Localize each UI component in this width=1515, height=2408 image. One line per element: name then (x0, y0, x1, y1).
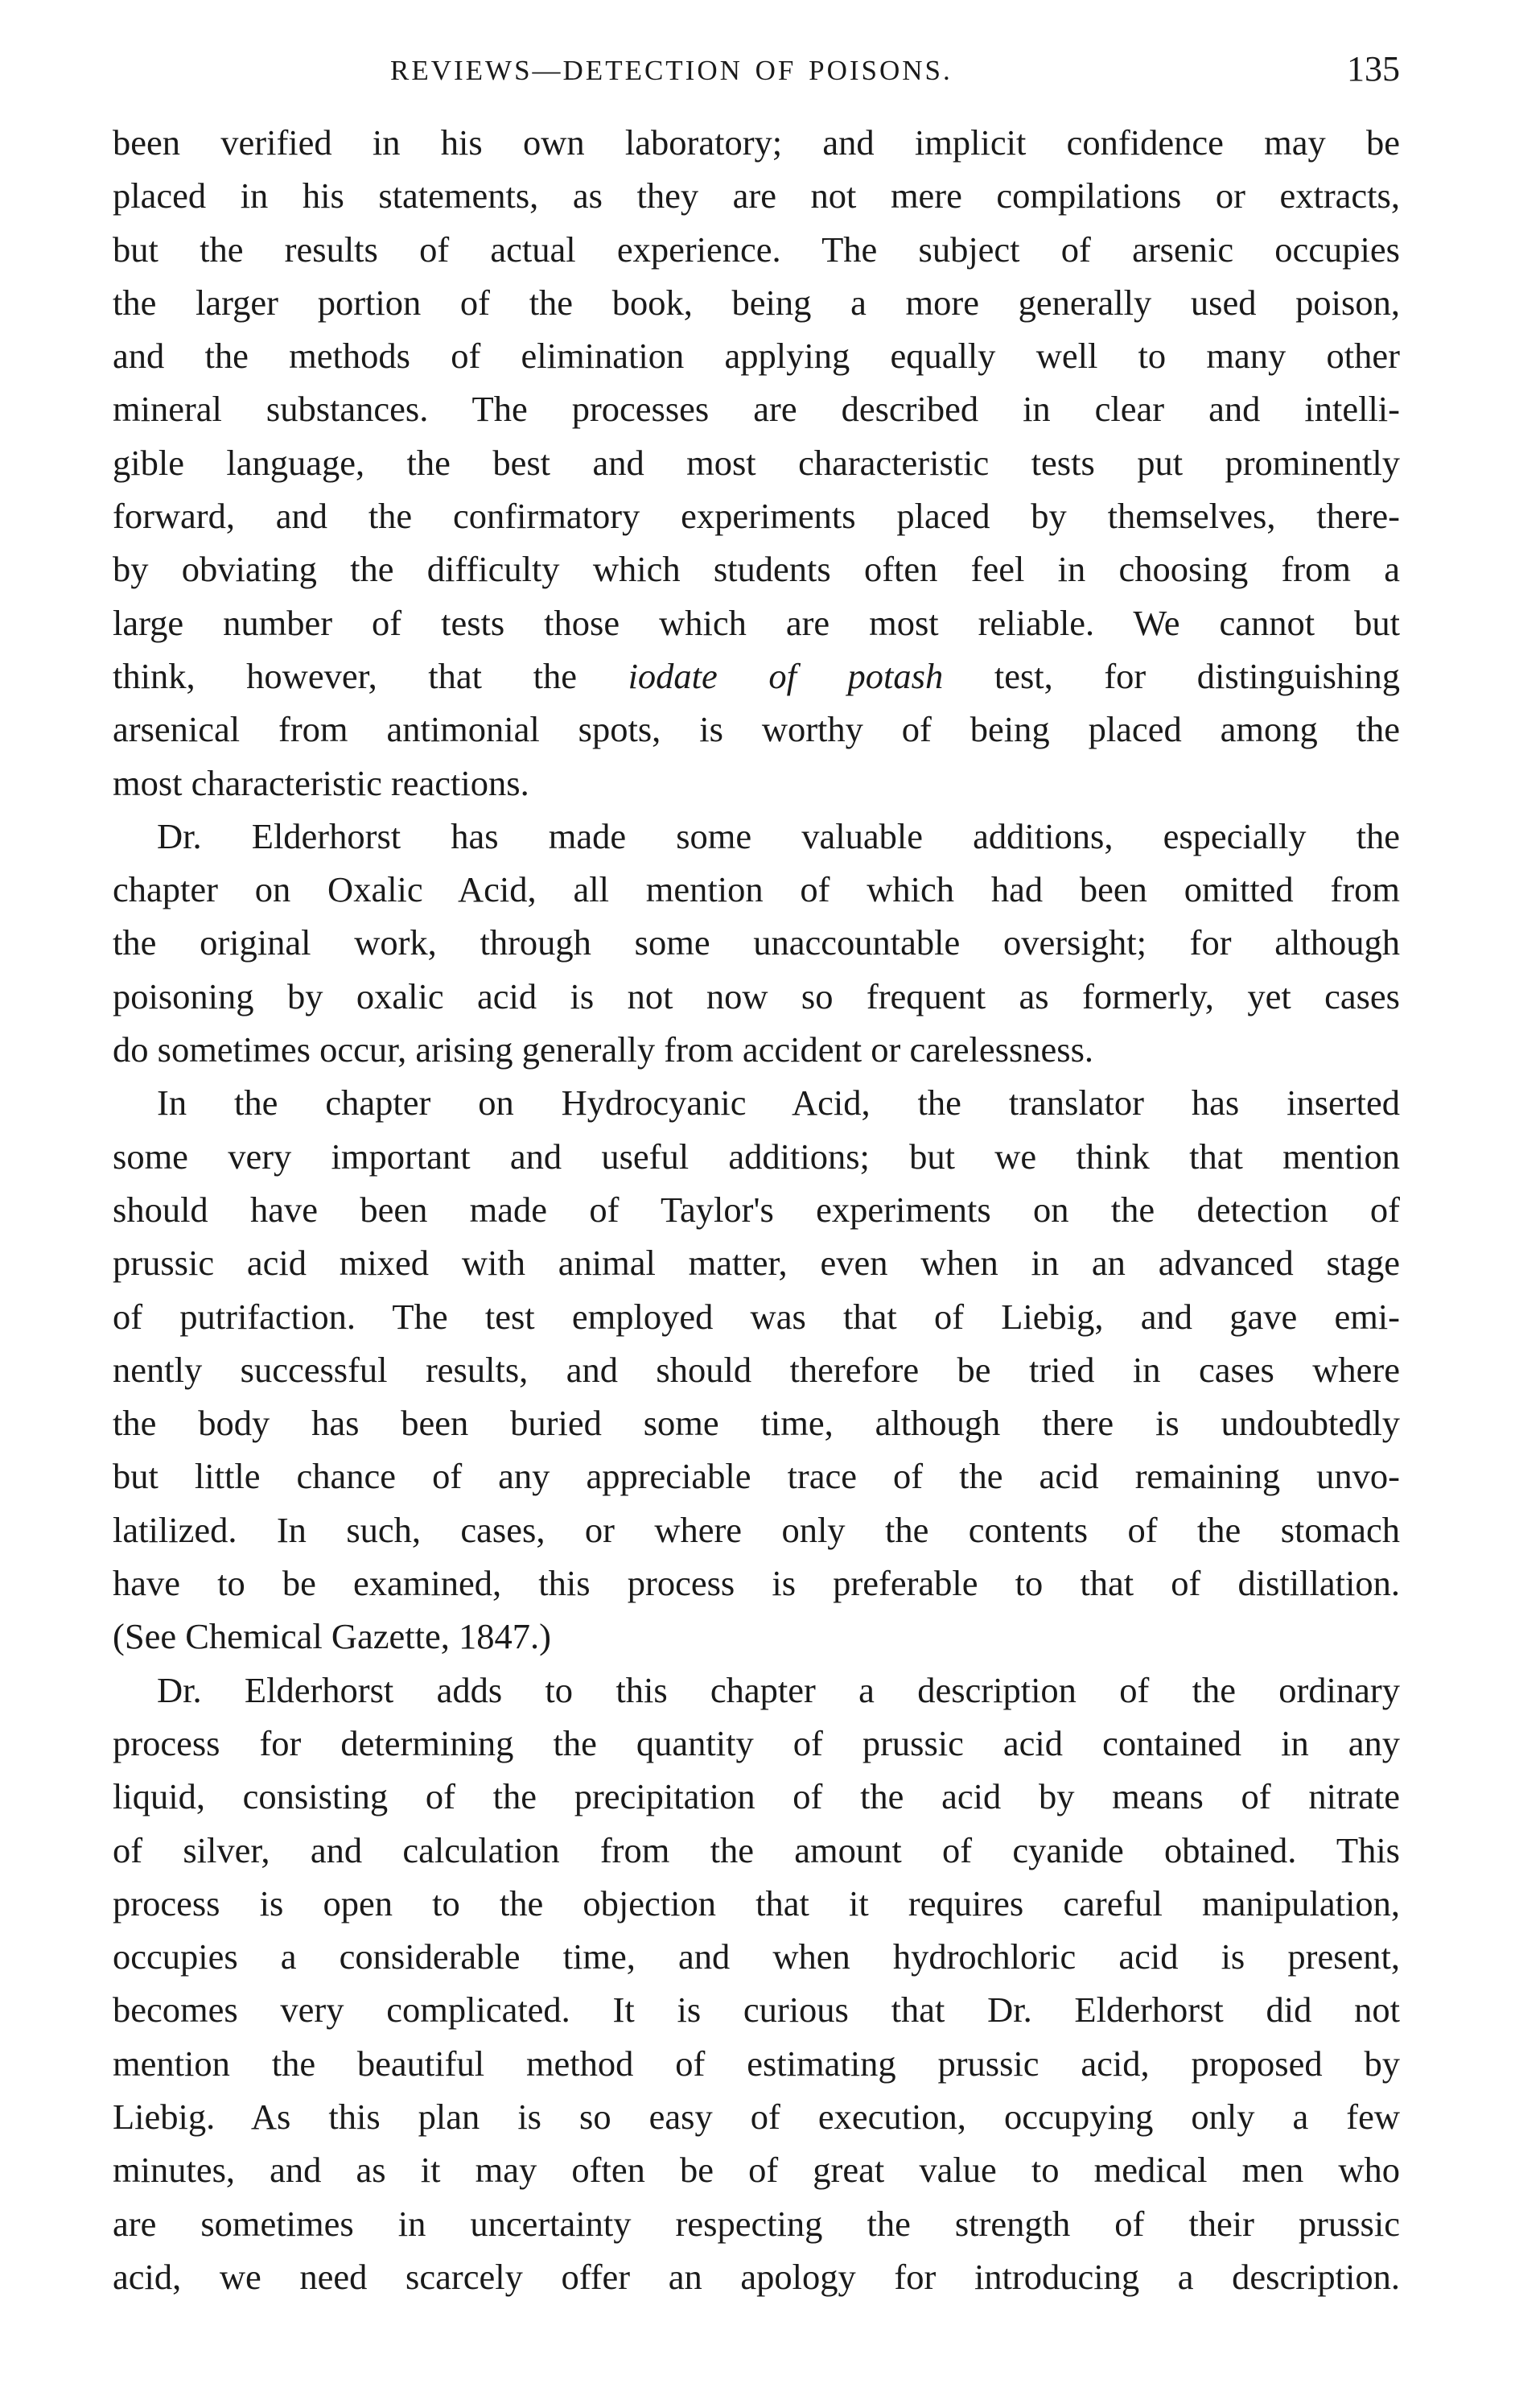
text-line: large number of tests those which are most reliable. We cannot but (113, 602, 1400, 643)
text-segment: think, however, that the (113, 655, 628, 696)
text-line: mineral substances. The processes are described in clear and intelli- (113, 389, 1400, 430)
text-line: chapter on Oxalic Acid, all mention of which had been omitted from (113, 869, 1400, 910)
text-line: but little chance of any appreciable trace of the acid remaining unvo- (113, 1456, 1400, 1497)
text-line: should have been made of Taylor's experiments on the detection of (113, 1189, 1400, 1230)
text-line: been verified in his own laboratory; and implicit confidence may be (113, 122, 1400, 163)
text-line: the body has been buried some time, although there is undoubtedly (113, 1403, 1400, 1444)
text-line: process for determining the quantity of prussic acid contained in any (113, 1722, 1400, 1763)
text-line: acid, we need scarcely offer an apology for introducing a description. (113, 2256, 1400, 2297)
text-line: Dr. Elderhorst adds to this chapter a description of the ordinary (157, 1669, 1400, 1710)
running-title: REVIEWS—DETECTION OF POISONS. (390, 55, 953, 86)
text-line: In the chapter on Hydrocyanic Acid, the translator has inserted (157, 1082, 1400, 1124)
paragraph-2 (113, 810, 1400, 1076)
text-line: Dr. Elderhorst has made some valuable additions, especially the (157, 815, 1400, 856)
text-segment: test, for distinguishing (943, 655, 1400, 696)
text-line: by obviating the difficulty which students often feel in choosing from a (113, 549, 1400, 590)
text-line: and the methods of elimination applying equally well to many other (113, 336, 1400, 377)
text-line: gible language, the best and most characteristic tests put prominently (113, 442, 1400, 483)
text-line: mention the beautiful method of estimating prussic acid, proposed by (113, 2043, 1400, 2084)
text-line: arsenical from antimonial spots, is worthy of being placed among the (113, 709, 1400, 750)
body-text (113, 116, 1400, 2303)
text-line: prussic acid mixed with animal matter, even when in an advanced stage (113, 1243, 1400, 1284)
text-line-with-italic (113, 649, 1400, 703)
text-line: are sometimes in uncertainty respecting the strength of their prussic (113, 2203, 1400, 2244)
text-line: the larger portion of the book, being a more generally used poison, (113, 282, 1400, 323)
text-line: some very important and useful additions; but we think that mention (113, 1136, 1400, 1177)
text-line: most characteristic reactions. (113, 762, 529, 803)
text-line: latilized. In such, cases, or where only the contents of the stomach (113, 1509, 1400, 1550)
page (113, 48, 1400, 2303)
text-line: placed in his statements, as they are not mere compilations or extracts, (113, 175, 1400, 216)
text-line: (See Chemical Gazette, 1847.) (113, 1616, 551, 1657)
text-line: but the results of actual experience. The subject of arsenic occupies (113, 229, 1400, 270)
text-line: becomes very complicated. It is curious that Dr. Elderhorst did not (113, 1989, 1400, 2031)
paragraph-1 (113, 116, 1400, 810)
text-line: do sometimes occur, arising generally from accident or carelessness. (113, 1029, 1094, 1070)
italic-phrase: iodate of potash (628, 655, 944, 696)
text-line: the original work, through some unaccountable oversight; for although (113, 922, 1400, 963)
text-line: nently successful results, and should therefore be tried in cases where (113, 1349, 1400, 1390)
text-line: poisoning by oxalic acid is not now so frequent as formerly, yet cases (113, 975, 1400, 1016)
text-line: minutes, and as it may often be of great value to medical men who (113, 2150, 1400, 2191)
text-line: of silver, and calculation from the amount of cyanide obtained. This (113, 1829, 1400, 1870)
text-line: Liebig. As this plan is so easy of execution, occupying only a few (113, 2096, 1400, 2137)
text-line: have to be examined, this process is preferable to that of distillation. (113, 1563, 1400, 1604)
running-head (113, 48, 1400, 105)
text-line: forward, and the confirmatory experiments placed by themselves, there- (113, 496, 1400, 537)
text-line: process is open to the objection that it requires careful manipulation, (113, 1882, 1400, 1924)
text-line: of putrifaction. The test employed was that of Liebig, and gave emi- (113, 1296, 1400, 1337)
text-line: liquid, consisting of the precipitation of the acid by means of nitrate (113, 1776, 1400, 1817)
text-line: occupies a considerable time, and when hydrochloric acid is present, (113, 1936, 1400, 1977)
paragraph-4 (113, 1664, 1400, 2304)
paragraph-3 (113, 1076, 1400, 1663)
page-number: 135 (1347, 49, 1400, 89)
